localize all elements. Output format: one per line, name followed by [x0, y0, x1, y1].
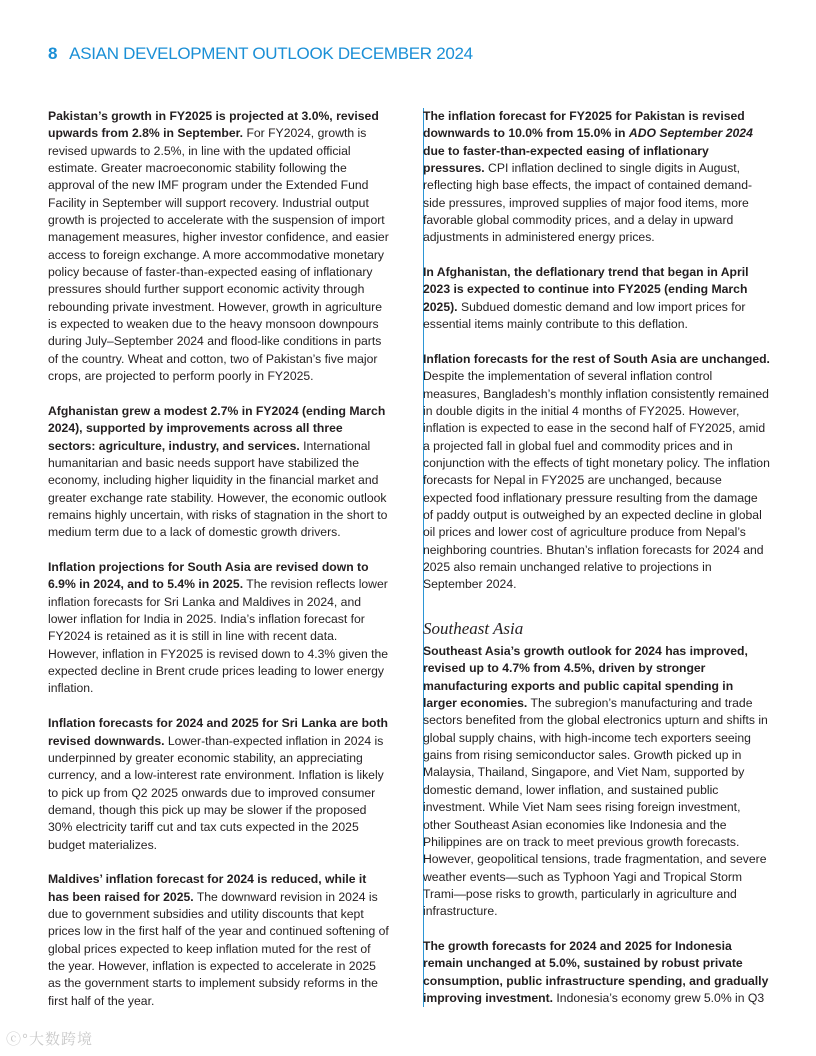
running-header: [48, 44, 473, 64]
paragraph-lead: Inflation projections for South Asia are revised down to 6.9% in 2024, and to 5.4% in 2025.: [48, 560, 369, 592]
paragraph-pakistan-growth: [48, 108, 390, 386]
paragraph-body: International humanitarian and basic needs support have stabilized the economy, including higher liquidity in the financial market and greater exchange rate stability. However, the economic outlook remains highly uncertain, with risks of stagnation in the short to medium term due to a lack of domestic growth drivers.: [48, 438, 388, 540]
paragraph-body: The subregion’s manufacturing and trade sectors benefited from the global electronics upturn and shifts in global supply chains, with high-income tech exporters seeing gains from rising semiconductor sales. Growth picked up in Malaysia, Thailand, Singapore, and Viet Nam, supported by domestic demand, lower inflation, and sustained public investment. While Viet Nam sees rising foreign investment, other Southeast Asian economies like Indonesia and the Philippines are on track to meet previous growth forecasts. However, geopolitical tensions, trade fragmentation, and severe weather events—such as Typhoon Yagi and Tropical Storm Trami—pose risks to growth, particularly in agriculture and infrastructure.: [423, 696, 768, 919]
paragraph-lead: Inflation forecasts for 2024 and 2025 for Sri Lanka are both revised downwards.: [48, 716, 389, 748]
paragraph-body: Despite the implementation of several inflation control measures, Bangladesh’s monthly inflation consistently remained in double digits in the initial 4 months of FY2025. However, inflation is expected to ease in the second half of FY2025, amid a projected fall in global fuel and commodity prices and in conjunction with the effects of tight monetary policy. The inflation forecasts for Nepal in FY2025 are unchanged, because expected food inflationary pressure resulting from the damage of paddy output is outweighed by an expected decline in global oil prices and lower cost of agriculture produce from Nepal’s neighboring countries. Bhutan’s inflation forecasts for 2024 and 2025 also remain unchanged relative to projections in September 2024.: [423, 369, 770, 592]
paragraph-maldives-inflation: [48, 871, 390, 1010]
paragraph-body: For FY2024, growth is revised upwards to 2.5%, in line with the updated official estimate. Greater macroeconomic stability following the approval of the new IMF program under the Extended Fund Facility in September will support recovery. Industrial output growth is projected to accelerate with the suspension of import management measures, higher investor confidence, and easier access to foreign exchange. A more accommodative monetary policy because of faster-than-expected easing of inflationary pressures should further support economic activity through rebounding private investment. However, growth in agriculture is expected to weaken due to the heavy monsoon downpours during July–September 2024 and flood-like conditions in parts of the country. Wheat and cotton, two of Pakistan’s five major crops, are projected to perform poorly in FY2025.: [48, 126, 389, 384]
paragraph-sri-lanka-inflation: [48, 715, 390, 854]
paragraph-afghanistan-deflation: [423, 264, 770, 333]
watermark-text: 大数跨境: [29, 1031, 94, 1048]
paragraph-body: The downward revision in 2024 is due to government subsidies and utility discounts that kept prices low in the first half of the year and continued softening of global prices expected to keep inflation muted for the rest of the year. However, inflation is expected to accelerate in 2025 as the government starts to implement subsidy reforms in the first half of the year.: [48, 889, 389, 1008]
paragraph-body: Indonesia’s economy grew 5.0% in Q3: [553, 990, 765, 1005]
paragraph-lead: Maldives’ inflation forecast for 2024 is reduced, while it has been raised for 2025.: [48, 872, 367, 904]
paragraph-pakistan-inflation: [423, 108, 770, 247]
paragraph-rest-of-south-asia: [423, 351, 770, 594]
publication-reference: ADO September 2024: [628, 126, 753, 141]
paragraph-afghanistan-growth: [48, 403, 390, 542]
paragraph-lead: The growth forecasts for 2024 and 2025 for Indonesia remain unchanged at 5.0%, sustained by robust private consumption, public infrastructure spending, and gradually improving investment.: [423, 938, 769, 1005]
paragraph-body: Subdued domestic demand and low import prices for essential items mainly contribute to this deflation.: [423, 299, 746, 332]
paragraph-southeast-asia-growth: [423, 643, 770, 921]
publication-title: ASIAN DEVELOPMENT OUTLOOK DECEMBER 2024: [69, 44, 473, 63]
watermark-logo-icon: ⓒ°: [6, 1031, 29, 1048]
right-column: [423, 108, 770, 1007]
lead-part: The inflation forecast for FY2025 for Pakistan is revised downwards to 10.0% from 15.0% in: [423, 109, 745, 141]
paragraph-body: CPI inflation declined to single digits in August, reflecting high base effects, the impact of contained demand-side pressures, improved supplies of major food items, more favorable global commodity prices, and a delay in upward adjustments in administered energy prices.: [423, 161, 753, 245]
section-heading-southeast-asia: Southeast Asia: [423, 618, 524, 638]
paragraph-lead: Inflation forecasts for the rest of South Asia are unchanged.: [423, 351, 770, 366]
paragraph-lead: Pakistan’s growth in FY2025 is projected at 3.0%, revised upwards from 2.8% in September.: [48, 109, 379, 141]
left-column: [48, 108, 390, 1027]
page-number: 8: [48, 44, 58, 63]
paragraph-body: Lower-than-expected inflation in 2024 is underpinned by greater economic stability, an appreciating currency, and a low-interest rate environment. Inflation is likely to pick up from Q2 2025 onwards due to improved consumer demand, though this pick up may be slower if the proposed 30% electricity tariff cut and tax cuts expected in the 2025 budget materializes.: [48, 733, 384, 852]
paragraph-lead: Southeast Asia’s growth outlook for 2024 has improved, revised up to 4.7% from 4.5%, driven by stronger manufacturing exports and public capital spending in larger economies.: [423, 644, 748, 711]
paragraph-lead: Afghanistan grew a modest 2.7% in FY2024 (ending March 2024), supported by improvements across all three sectors: agriculture, industry, and services.: [48, 403, 386, 453]
watermark: [6, 1028, 93, 1049]
paragraph-south-asia-inflation: [48, 559, 390, 698]
paragraph-body: The revision reflects lower inflation forecasts for Sri Lanka and Maldives in 2024, and lower inflation for India in 2025. India’s inflation forecast for FY2024 is retained as it is still in line with recent data. However, inflation in FY2025 is revised down to 4.3% given the expected decline in Brent crude prices leading to lower energy inflation.: [48, 577, 389, 696]
lead-part: due to faster-than-expected easing of inflationary pressures.: [423, 143, 709, 176]
paragraph-lead: In Afghanistan, the deflationary trend that began in April 2023 is expected to continue into FY2025 (ending March 2025).: [423, 265, 749, 314]
paragraph-indonesia-growth: [423, 938, 770, 1007]
